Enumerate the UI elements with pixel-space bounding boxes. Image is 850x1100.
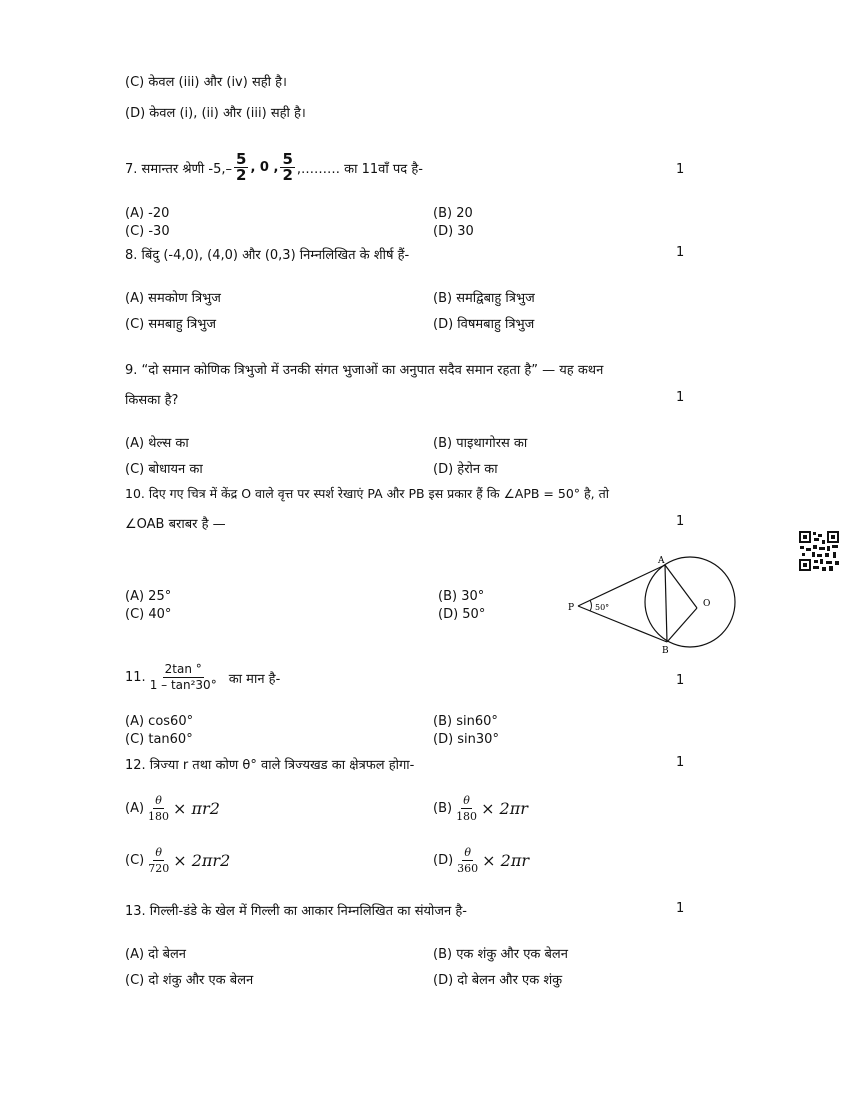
- q13-option-b: (B) एक शंकु और एक बेलन: [433, 947, 568, 962]
- q7-f1-den: 2: [236, 166, 247, 184]
- q12-d-fraction: [455, 845, 480, 876]
- q7-f2-den: 2: [282, 166, 293, 184]
- q11-option-c: (C) tan60°: [125, 732, 193, 747]
- q12-c-den: 720: [148, 862, 170, 875]
- q7-option-a: (A) -20: [125, 206, 170, 221]
- tangent-pb: [578, 606, 667, 642]
- q8-option-b: (B) समद्विबाहु त्रिभुज: [433, 291, 535, 306]
- q8-option-c: (C) समबाहु त्रिभुज: [125, 317, 217, 332]
- q7-f2-num: 5: [282, 150, 293, 168]
- q12-b-num: θ: [463, 794, 470, 807]
- q12-b-expr: × 2πr: [481, 799, 528, 818]
- q13-marks: 1: [676, 901, 685, 916]
- q9-marks: 1: [676, 390, 685, 405]
- q7-option-d: (D) 30: [433, 224, 474, 239]
- q7-prefix: 7. समान्तर श्रेणी -5,–: [125, 161, 233, 177]
- q13-question: 13. गिल्ली-डंडे के खेल में गिल्ली का आकार निम्नलिखित का संयोजन है-: [125, 904, 467, 919]
- q11-option-d: (D) sin30°: [433, 732, 499, 747]
- q12-c-label: (C): [125, 853, 145, 868]
- q12-d-num: θ: [464, 846, 471, 859]
- q12-option-c: [125, 845, 230, 876]
- q8-marks: 1: [676, 245, 685, 260]
- q11-option-a: (A) cos60°: [125, 714, 194, 729]
- q9-question-line1: 9. “दो समान कोणिक त्रिभुजो में उनकी संगत भुजाओं का अनुपात सदैव समान रहता है” — यह कथन: [125, 363, 604, 378]
- q11-question: [125, 662, 280, 693]
- q10-question-line1: 10. दिए गए चित्र में केंद्र O वाले वृत्त पर स्पर्श रेखाएं PA और PB इस प्रकार हैं कि ∠APB = 50° है, तो: [125, 486, 609, 501]
- q7-mid: , 0 ,: [250, 160, 279, 175]
- q8-option-a: (A) समकोण त्रिभुज: [125, 291, 221, 306]
- q11-fraction: [148, 662, 219, 693]
- q9-option-a: (A) थेल्स का: [125, 436, 189, 451]
- q12-c-fraction: [146, 845, 171, 876]
- chord-ab: [665, 565, 667, 642]
- q11-suffix: का मान है-: [228, 671, 281, 687]
- q10-option-a: (A) 25°: [125, 589, 172, 604]
- label-o: O: [703, 599, 711, 609]
- label-p: P: [568, 603, 575, 613]
- q12-option-a: [125, 793, 220, 824]
- q10-option-c: (C) 40°: [125, 607, 172, 622]
- q10-marks: 1: [676, 514, 685, 529]
- q11-option-b: (B) sin60°: [433, 714, 498, 729]
- q12-b-fraction: [454, 793, 479, 824]
- q8-question: 8. बिंदु (-4,0), (4,0) और (0,3) निम्नलिखित के शीर्ष हैं-: [125, 248, 410, 263]
- q10-option-d: (D) 50°: [438, 607, 486, 622]
- q12-question: 12. त्रिज्या r तथा कोण θ° वाले त्रिज्यखड का क्षेत्रफल होगा-: [125, 758, 415, 773]
- angle-label: 50°: [595, 603, 610, 612]
- prev-option-c: (C) केवल (iii) और (iv) सही है।: [125, 75, 287, 90]
- q13-option-c: (C) दो शंकु और एक बेलन: [125, 973, 254, 988]
- q12-marks: 1: [676, 755, 685, 770]
- q12-d-label: (D): [433, 853, 454, 868]
- q12-a-fraction: [146, 793, 171, 824]
- q12-option-d: [433, 845, 529, 876]
- q12-c-expr: × 2πr: [173, 851, 221, 870]
- radius-ob: [667, 608, 697, 642]
- q11-marks: 1: [676, 673, 685, 688]
- q9-option-d: (D) हेरोन का: [433, 462, 498, 477]
- q13-option-a: (A) दो बेलन: [125, 947, 187, 962]
- prev-option-d: (D) केवल (i), (ii) और (iii) सही है।: [125, 106, 306, 121]
- q7-question: [125, 152, 423, 183]
- circle-shape: [645, 557, 735, 647]
- q7-marks: 1: [676, 162, 685, 177]
- q7-suffix: ,……… का 11वाँ पद है-: [296, 161, 423, 177]
- q7-f1-num: 5: [236, 150, 247, 168]
- q9-question-line2: किसका है?: [125, 393, 179, 408]
- q12-option-b: [433, 793, 528, 824]
- q11-prefix: 11.: [125, 670, 146, 685]
- q11-num: 2tan °: [164, 662, 202, 676]
- q9-option-c: (C) बोधायन का: [125, 462, 203, 477]
- q12-b-label: (B): [433, 801, 453, 816]
- label-a: A: [658, 556, 665, 566]
- q7-fraction-1: [234, 152, 248, 183]
- q12-a-label: (A): [125, 801, 145, 816]
- q11-den: 1 – tan²30°: [149, 678, 217, 692]
- q12-a-sup: 2: [209, 799, 220, 818]
- angle-arc: [590, 600, 592, 611]
- q12-d-expr: × 2πr: [482, 851, 529, 870]
- q8-option-d: (D) विषमबाहु त्रिभुज: [433, 317, 535, 332]
- q7-fraction-2: [280, 152, 294, 183]
- q12-c-sup: 2: [220, 851, 231, 870]
- q12-d-den: 360: [457, 862, 479, 875]
- q9-option-b: (B) पाइथागोरस का: [433, 436, 528, 451]
- q12-a-expr: × πr: [173, 799, 210, 818]
- label-b: B: [662, 646, 669, 656]
- q13-option-d: (D) दो बेलन और एक शंकु: [433, 973, 563, 988]
- tangent-pa: [578, 565, 665, 606]
- q7-option-b: (B) 20: [433, 206, 473, 221]
- q12-a-den: 180: [148, 810, 170, 823]
- q10-option-b: (B) 30°: [438, 589, 485, 604]
- q12-a-num: θ: [155, 794, 162, 807]
- radius-oa: [665, 565, 697, 608]
- q10-question-line2: ∠OAB बराबर है —: [125, 517, 226, 532]
- tangent-circle-figure: [560, 550, 750, 656]
- q12-b-den: 180: [456, 810, 478, 823]
- q7-option-c: (C) -30: [125, 224, 170, 239]
- qr-code-icon: [798, 530, 840, 572]
- q12-c-num: θ: [155, 846, 163, 859]
